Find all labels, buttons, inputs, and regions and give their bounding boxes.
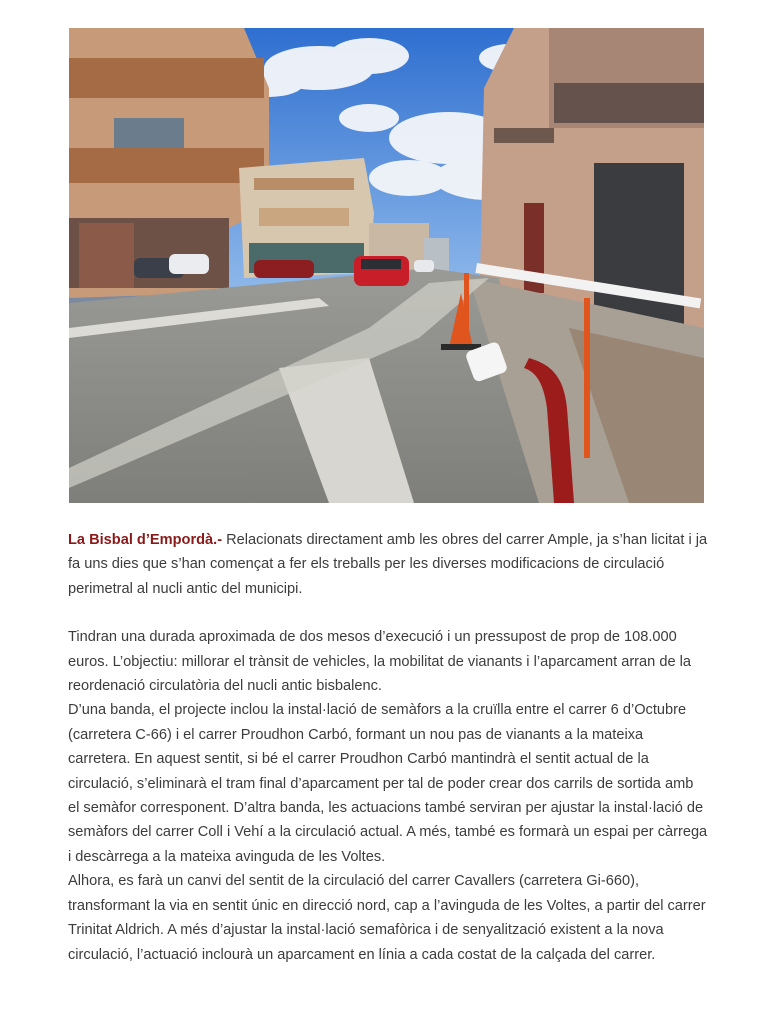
paragraph-project: D’una banda, el projecte inclou la instal·lació de semàfors a la cruïlla entre el carrer 6 d’Octubre (carretera C-66) i el carrer Proudhon Carbó, formant un nou pas de vianants a la mateixa carretera. En aquest sentit, si bé el carrer Proudhon Carbó mantindrà el sentit actual de la circulació, s’eliminarà el tram final d’aparcament per tal de poder crear dos carrils de sortida amb el semàfor corresponent. D’altra banda, les actuacions també serviran per ajustar la instal·lació de semàfors del carrer Coll i Vehí a la circulació actual. A més, també es formarà un espai per càrrega i descàrrega a la mateixa avinguda de les Voltes. [68,702,708,865]
lead-place: La Bisbal d’Empordà.- [68,532,223,548]
paragraph-traffic-change: Alhora, es farà un canvi del sentit de la circulació del carrer Cavallers (carretera Gi-660), transformant la via en sentit únic en direcció nord, cap a l’avinguda de les Voltes, a partir del carrer Trinitat Aldrich. A més d’ajustar la instal·lació semafòrica i de senyalització existent a la nova circulació, l’actuació inclourà un aparcament en línia a cada costat de la calçada del carrer. [68,873,706,963]
paragraph-intro [68,528,708,601]
street-works-photo [69,28,704,503]
article-body [68,528,708,967]
paragraph-duration: Tindran una durada aproximada de dos mesos d’execució i un pressupost de prop de 108.000 euros. L’objectiu: millorar el trànsit de vehicles, la mobilitat de vianants i l’aparcament arran de la reordenació circulatòria del nucli antic bisbalenc. [68,629,691,695]
paragraph-intro-text: Relacionats directament amb les obres del carrer Ample, ja s’han licitat i ja fa uns dies que s’han començat a fer els treballs per les diverses modificacions de circulació perimetral al nucli antic del municipi. [68,532,708,597]
